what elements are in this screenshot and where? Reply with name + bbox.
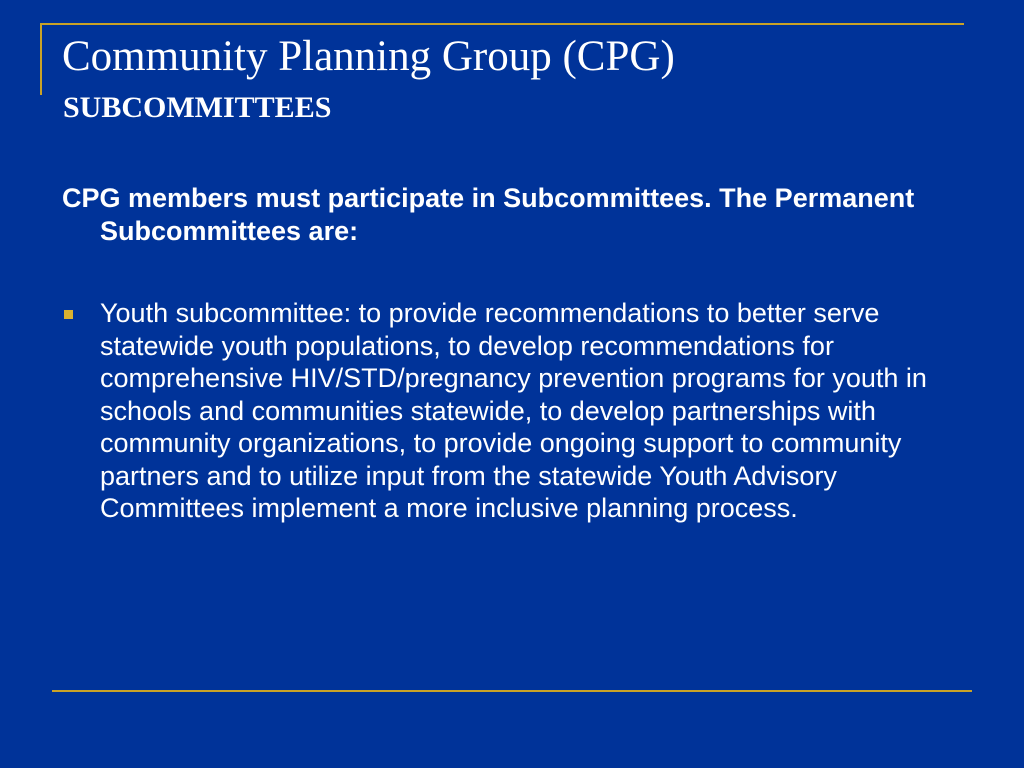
bullet-item-youth-subcommittee xyxy=(62,297,962,525)
square-bullet-icon xyxy=(64,310,73,319)
top-vertical-rule xyxy=(40,23,42,95)
slide-title: Community Planning Group (CPG) xyxy=(62,33,675,80)
bullet-text: Youth subcommittee: to provide recommendations to better serve statewide youth populations, to develop recommendations for comprehensive HIV/STD/pregnancy prevention programs for youth in schools and communities statewide, to develop partnerships with community organizations, to provide ongoing support to community partners and to utilize input from the statewide Youth Advisory Committees implement a more inclusive planning process. xyxy=(100,298,927,523)
bullet-list xyxy=(62,297,962,525)
top-horizontal-rule xyxy=(40,23,964,25)
slide-subtitle: SUBCOMMITTEES xyxy=(63,91,332,124)
bottom-horizontal-rule xyxy=(52,690,972,692)
intro-text: CPG members must participate in Subcommittees. The Permanent Subcommittees are: xyxy=(62,183,915,246)
